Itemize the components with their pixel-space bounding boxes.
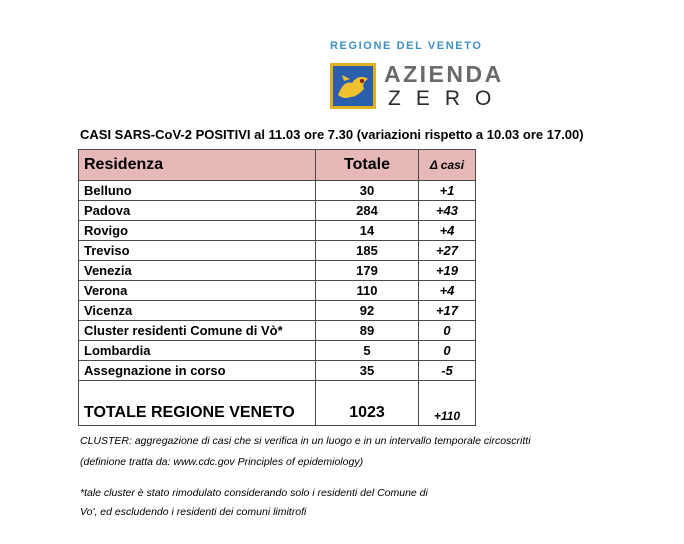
row-total: 110 — [316, 281, 419, 301]
lion-emblem-icon — [330, 63, 376, 109]
row-total: 14 — [316, 221, 419, 241]
logo-azienda-text: AZIENDA — [384, 61, 504, 87]
row-total: 92 — [316, 301, 419, 321]
row-total: 5 — [316, 341, 419, 361]
table-row — [79, 281, 476, 301]
row-total: 89 — [316, 321, 419, 341]
row-total: 185 — [316, 241, 419, 261]
row-delta: +27 — [419, 241, 476, 261]
table-header-row — [79, 150, 476, 181]
row-name: Cluster residenti Comune di Vò* — [79, 321, 316, 341]
row-delta: +1 — [419, 181, 476, 201]
row-name: Treviso — [79, 241, 316, 261]
row-delta: +17 — [419, 301, 476, 321]
table-row — [79, 361, 476, 381]
row-delta: +4 — [419, 281, 476, 301]
header-delta: Δ casi — [419, 150, 476, 181]
table-row — [79, 241, 476, 261]
row-total: 35 — [316, 361, 419, 381]
row-delta: -5 — [419, 361, 476, 381]
table-row — [79, 221, 476, 241]
footnote-line-1: *tale cluster è stato rimodulato considerando solo i residenti del Comune di — [80, 487, 428, 499]
footnote-line-2: Vo', ed escludendo i residenti dei comuni limitrofi — [80, 506, 307, 518]
row-name: Padova — [79, 201, 316, 221]
logo-zero-text: ZERO — [388, 87, 507, 110]
row-name: Belluno — [79, 181, 316, 201]
table-row — [79, 321, 476, 341]
total-value: 1023 — [316, 381, 419, 426]
total-row — [79, 381, 476, 426]
row-name: Lombardia — [79, 341, 316, 361]
logo-region-text: REGIONE DEL VENETO — [330, 40, 483, 52]
row-delta: 0 — [419, 341, 476, 361]
cluster-source: (definione tratta da: www.cdc.gov Principles of epidemiology) — [80, 456, 364, 468]
row-delta: +4 — [419, 221, 476, 241]
row-delta: 0 — [419, 321, 476, 341]
row-total: 284 — [316, 201, 419, 221]
total-label: TOTALE REGIONE VENETO — [79, 381, 316, 426]
table-row — [79, 261, 476, 281]
page-title: CASI SARS-CoV-2 POSITIVI al 11.03 ore 7.30 (variazioni rispetto a 10.03 ore 17.00) — [80, 127, 584, 142]
table-row — [79, 341, 476, 361]
row-name: Verona — [79, 281, 316, 301]
cluster-definition: CLUSTER: aggregazione di casi che si verifica in un luogo e in un intervallo temporale circoscritti — [80, 435, 531, 447]
table-row — [79, 201, 476, 221]
row-name: Vicenza — [79, 301, 316, 321]
row-name: Venezia — [79, 261, 316, 281]
row-total: 30 — [316, 181, 419, 201]
row-delta: +43 — [419, 201, 476, 221]
row-total: 179 — [316, 261, 419, 281]
total-delta: +110 — [419, 381, 476, 426]
cases-table — [78, 149, 476, 426]
table-row — [79, 181, 476, 201]
header-totale: Totale — [316, 150, 419, 181]
table-row — [79, 301, 476, 321]
row-delta: +19 — [419, 261, 476, 281]
row-name: Rovigo — [79, 221, 316, 241]
row-name: Assegnazione in corso — [79, 361, 316, 381]
header-residenza: Residenza — [79, 150, 316, 181]
